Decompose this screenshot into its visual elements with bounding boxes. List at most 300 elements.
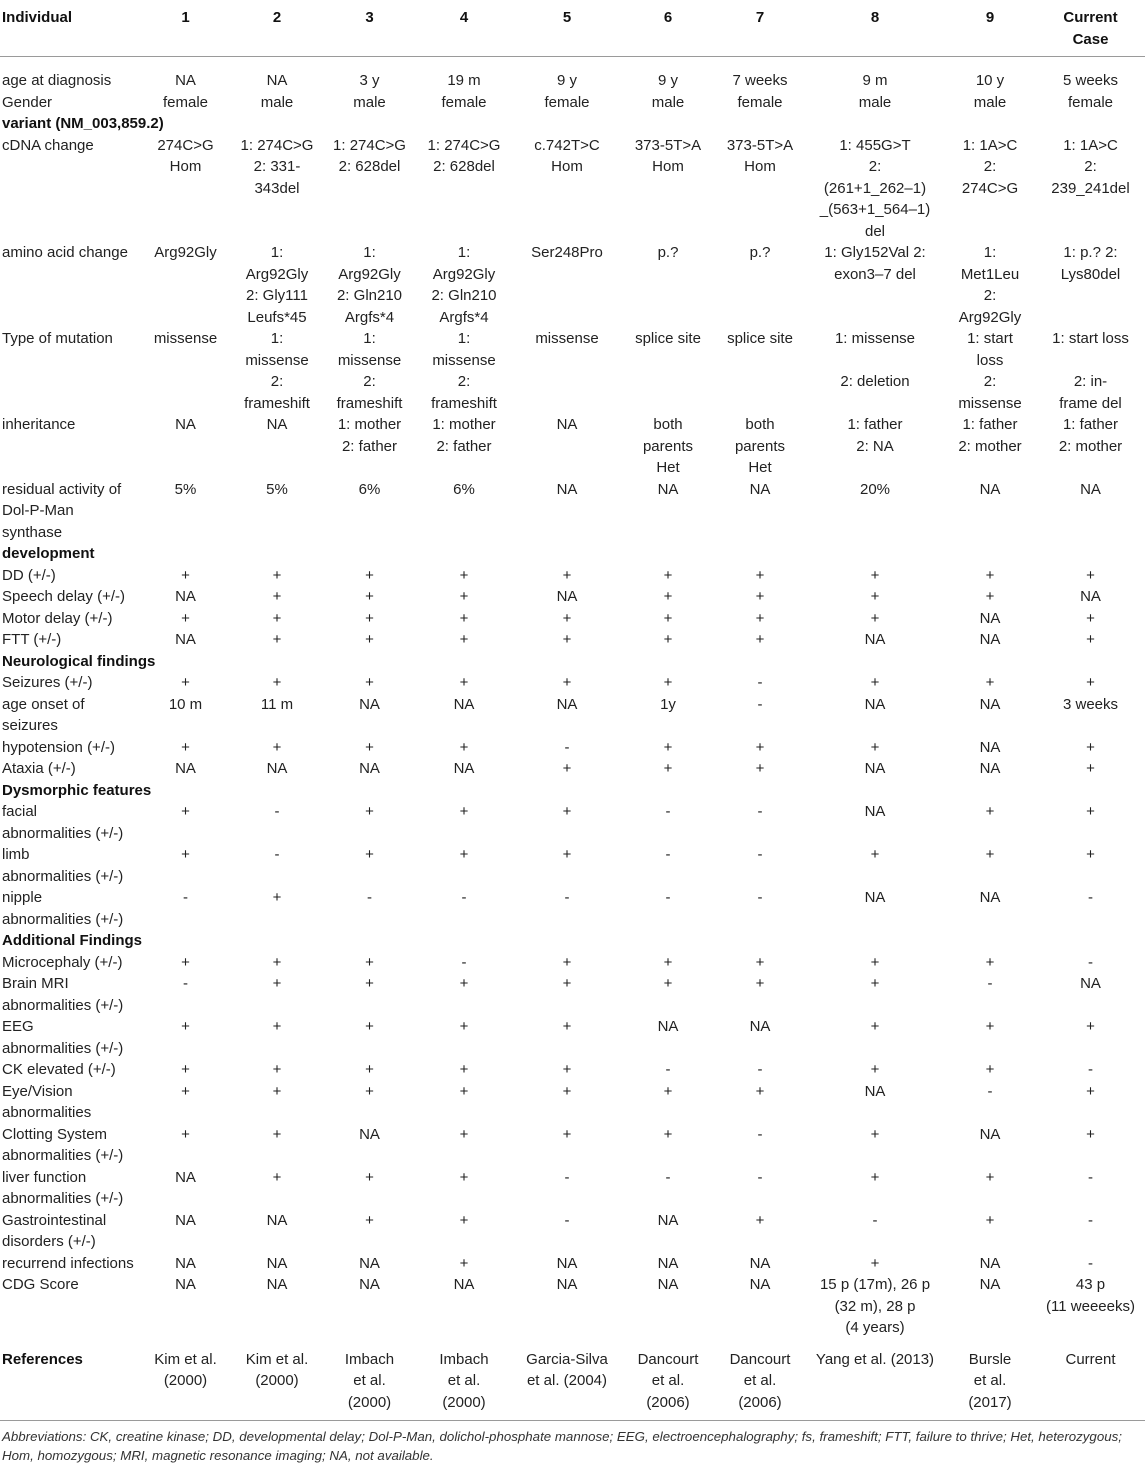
table-cell: + — [181, 1082, 190, 1100]
references-row — [0, 1339, 1145, 1421]
table-row — [0, 629, 1145, 651]
table-cell: - — [183, 975, 188, 992]
table-cell: + — [755, 631, 765, 648]
table-cell: + — [870, 588, 880, 605]
row-label: Type of mutation — [2, 330, 113, 347]
table-cell: + — [1086, 1125, 1095, 1143]
table-cell: + — [1086, 1018, 1095, 1035]
row-label: EEG abnormalities (+/-) — [2, 1018, 124, 1057]
header-col-9: 9 — [944, 0, 1036, 57]
row-label: nipple abnormalities (+/-) — [2, 889, 124, 928]
section-title: Neurological findings — [2, 652, 156, 670]
table-cell: + — [870, 1061, 880, 1078]
row-label: recurrend infections — [2, 1254, 134, 1272]
table-cell: Ser248Pro — [531, 244, 603, 261]
table-cell: NA — [864, 1082, 886, 1100]
table-row — [0, 479, 1145, 544]
header-col-8: 8 — [806, 0, 944, 57]
table-cell: + — [985, 1061, 995, 1078]
table-cell: NA — [359, 1276, 380, 1293]
table-cell: + — [272, 1168, 282, 1186]
table-cell: 1: missense 2: deletion — [834, 330, 916, 390]
table-cell: + — [459, 803, 469, 820]
table-cell: 10 y — [975, 72, 1005, 89]
table-cell: 1: mother 2: father — [337, 416, 402, 455]
row-label: References — [0, 1339, 140, 1421]
table-cell: NA — [175, 588, 196, 605]
table-cell: + — [870, 566, 880, 584]
table-cell: NA — [359, 1254, 380, 1272]
table-cell: + — [755, 566, 765, 584]
table-cell: 1: mother 2: father — [432, 416, 496, 455]
table-cell: NA — [749, 480, 771, 498]
table-cell: + — [985, 1018, 995, 1035]
table-cell: NA — [556, 588, 578, 605]
table-cell: + — [365, 588, 374, 605]
row-label: Motor delay (+/-) — [2, 609, 113, 627]
table-cell: + — [365, 738, 374, 756]
table-cell: + — [663, 631, 673, 648]
table-cell: 7 weeks — [732, 72, 788, 89]
table-cell: + — [459, 631, 469, 648]
table-cell: NA — [979, 889, 1001, 906]
table-cell: NA — [359, 1125, 380, 1143]
table-cell: NA — [556, 695, 578, 713]
table-cell: + — [181, 953, 190, 971]
table-cell: NA — [175, 760, 196, 777]
table-cell: + — [562, 631, 572, 648]
table-cell: NA — [864, 695, 886, 713]
table-cell: + — [181, 738, 190, 756]
table-cell: 1: 1A>C 2: 239_241del — [1051, 136, 1130, 197]
row-label: hypotension (+/-) — [2, 738, 115, 756]
table-cell: + — [663, 760, 673, 777]
table-cell: male — [858, 93, 892, 111]
table-cell: + — [985, 1211, 995, 1229]
table-row — [0, 844, 1145, 887]
table-cell: 5% — [266, 480, 288, 498]
header-col-10: Current Case — [1036, 0, 1145, 57]
table-cell: + — [272, 588, 282, 605]
table-cell: - — [564, 1168, 570, 1186]
table-cell: - — [757, 674, 763, 691]
table-cell: + — [459, 1211, 469, 1229]
table-cell: 3 weeks — [1062, 695, 1119, 713]
table-cell: + — [459, 738, 469, 756]
table-cell: - — [757, 889, 763, 906]
table-cell: 1: Arg92Gly 2: Gln210 Argfs*4 — [336, 244, 403, 326]
table-cell: + — [985, 803, 995, 820]
table-cell: 1: 1A>C 2: 274C>G — [961, 136, 1019, 197]
header-col-2: 2 — [231, 0, 323, 57]
table-cell: - — [1088, 1254, 1093, 1272]
table-cell: 5 weeks — [1062, 72, 1119, 89]
table-cell: + — [562, 1125, 572, 1143]
table-cell: + — [459, 566, 469, 584]
table-row — [0, 952, 1145, 974]
table-cell: 1: Arg92Gly 2: Gly111 Leufs*45 — [245, 244, 309, 326]
table-cell: NA — [556, 1276, 578, 1293]
table-cell: NA — [657, 480, 679, 498]
table-row — [0, 1016, 1145, 1059]
table-cell: NA — [175, 1276, 196, 1293]
table-cell: + — [870, 674, 880, 691]
table-cell: - — [1088, 1211, 1093, 1229]
table-row — [0, 672, 1145, 694]
table-cell: NA — [359, 695, 380, 713]
table-cell: + — [272, 738, 282, 756]
table-cell: c.742T>C Hom — [534, 136, 600, 175]
table-row — [0, 586, 1145, 608]
table-cell: NA — [864, 803, 886, 820]
table-cell: NA — [556, 416, 578, 433]
table-cell: + — [663, 953, 673, 971]
table-cell: Current — [1036, 1339, 1145, 1421]
table-cell: NA — [175, 416, 196, 433]
table-cell: + — [272, 953, 282, 971]
table-cell: male — [260, 93, 294, 111]
table-cell: NA — [749, 1276, 771, 1293]
header-col-6: 6 — [622, 0, 714, 57]
table-cell: NA — [979, 480, 1001, 498]
table-cell: female — [544, 93, 590, 111]
table-row — [0, 801, 1145, 844]
table-cell: 1y — [660, 695, 676, 713]
table-cell: + — [365, 1018, 374, 1035]
table-cell: + — [272, 1018, 282, 1035]
table-cell: Garcia-Silva et al. (2004) — [512, 1339, 622, 1421]
table-cell: 373-5T>A Hom — [726, 136, 794, 175]
table-cell: + — [1086, 760, 1095, 777]
table-cell: + — [755, 1211, 765, 1229]
table-cell: 1: 455G>T 2: (261+1_262–1) _(563+1_564–1) del — [819, 136, 931, 240]
table-cell: Kim et al. (2000) — [140, 1339, 231, 1421]
table-row — [0, 135, 1145, 243]
table-cell: NA — [657, 1254, 679, 1272]
table-cell: + — [459, 1061, 469, 1078]
table-cell: + — [562, 953, 572, 971]
table-row — [0, 973, 1145, 1016]
table-cell: + — [985, 846, 995, 863]
table-cell: 6% — [453, 480, 475, 498]
row-label: liver function abnormalities (+/-) — [2, 1168, 124, 1207]
table-cell: NA — [657, 1018, 679, 1035]
section-row — [0, 930, 1145, 952]
table-cell: + — [562, 1061, 572, 1078]
table-cell: NA — [749, 1254, 771, 1272]
table-cell: + — [985, 674, 995, 691]
table-cell: - — [1088, 889, 1093, 906]
table-cell: NA — [657, 1276, 679, 1293]
table-cell: - — [757, 846, 763, 863]
table-cell: + — [181, 1125, 190, 1143]
header-row — [0, 0, 1145, 57]
table-cell: + — [663, 1082, 673, 1100]
table-row — [0, 737, 1145, 759]
table-cell: + — [365, 803, 374, 820]
table-cell: + — [663, 738, 673, 756]
table-cell: + — [755, 760, 765, 777]
table-cell: NA — [1080, 975, 1101, 992]
table-cell: - — [183, 889, 188, 906]
table-cell: 19 m — [447, 72, 481, 89]
table-cell: - — [665, 803, 671, 820]
table-cell: + — [365, 953, 374, 971]
table-cell: NA — [175, 1211, 196, 1229]
table-cell: 43 p (11 weeeeks) — [1046, 1276, 1135, 1315]
table-cell: - — [461, 889, 467, 906]
table-cell: 3 y — [359, 72, 380, 89]
table-cell: splice site — [727, 330, 793, 347]
table-cell: Dancourt et al. (2006) — [622, 1339, 714, 1421]
header-col-7: 7 — [714, 0, 806, 57]
table-cell: + — [459, 975, 469, 992]
table-cell: - — [564, 889, 570, 906]
table-cell: + — [663, 609, 673, 627]
table-cell: 1: Gly152Val 2: exon3–7 del — [824, 244, 926, 283]
table-cell: splice site — [635, 330, 701, 347]
table-cell: + — [755, 975, 765, 992]
table-cell: + — [870, 1018, 880, 1035]
table-cell: - — [564, 1211, 570, 1229]
table-cell: + — [985, 566, 995, 584]
table-cell: 1: 274C>G 2: 628del — [333, 136, 406, 175]
table-cell: + — [459, 1125, 469, 1143]
table-cell: - — [665, 846, 671, 863]
table-cell: + — [870, 1125, 880, 1143]
table-cell: + — [755, 738, 765, 756]
row-label: residual activity of Dol-P-Man synthase — [2, 480, 122, 541]
header-individual: Individual — [0, 0, 140, 57]
table-cell: - — [274, 803, 280, 820]
table-cell: + — [1086, 846, 1095, 863]
table-row — [0, 1124, 1145, 1167]
table-cell: 1: p.? 2: Lys80del — [1060, 244, 1121, 283]
table-cell: + — [272, 1082, 282, 1100]
table-cell: 274C>G Hom — [157, 136, 214, 175]
table-cell: NA — [266, 72, 288, 89]
table-cell: - — [461, 953, 467, 971]
table-cell: 1: start loss 2: in- frame del — [1052, 330, 1129, 412]
table-cell: + — [365, 1061, 374, 1078]
table-cell: NA — [453, 760, 475, 777]
table-cell: - — [367, 889, 372, 906]
table-cell: female — [737, 93, 783, 111]
table-cell: + — [365, 846, 374, 863]
table-cell: + — [1086, 609, 1095, 627]
table-cell: NA — [453, 1276, 475, 1293]
table-cell: + — [562, 566, 572, 584]
table-cell: + — [870, 738, 880, 756]
table-cell: + — [459, 1168, 469, 1186]
table-cell: 1: 274C>G 2: 628del — [427, 136, 501, 175]
table-cell: - — [564, 738, 570, 756]
row-label: DD (+/-) — [2, 566, 56, 584]
table-cell: + — [870, 1168, 880, 1186]
table-cell: + — [272, 609, 282, 627]
table-cell: - — [1088, 1061, 1093, 1078]
row-label: Brain MRI abnormalities (+/-) — [2, 975, 124, 1014]
table-cell: NA — [657, 1211, 679, 1229]
table-cell: Dancourt et al. (2006) — [714, 1339, 806, 1421]
table-cell: + — [459, 588, 469, 605]
table-cell: NA — [979, 760, 1001, 777]
header-col-4: 4 — [416, 0, 512, 57]
table-row — [0, 242, 1145, 328]
table-cell: Kim et al. (2000) — [231, 1339, 323, 1421]
table-cell: - — [665, 1168, 671, 1186]
table-cell: + — [181, 1018, 190, 1035]
table-row — [0, 1167, 1145, 1210]
table-cell: NA — [175, 631, 196, 648]
table-cell: + — [365, 609, 374, 627]
table-cell: + — [1086, 566, 1095, 584]
table-cell: + — [181, 674, 190, 691]
table-cell: + — [459, 1254, 469, 1272]
table-cell: + — [1086, 803, 1095, 820]
table-cell: - — [665, 1061, 671, 1078]
table-cell: + — [1086, 1082, 1095, 1100]
table-cell: + — [562, 1082, 572, 1100]
table-cell: NA — [749, 1018, 771, 1035]
table-cell: 1: missense 2: frameshift — [336, 330, 403, 412]
header-col-5: 5 — [512, 0, 622, 57]
table-row — [0, 887, 1145, 930]
section-title: Dysmorphic features — [2, 781, 152, 799]
table-cell: NA — [979, 738, 1001, 756]
table-cell: NA — [864, 760, 886, 777]
table-cell: + — [985, 1168, 995, 1186]
table-cell: 15 p (17m), 26 p (32 m), 28 p (4 years) — [819, 1276, 931, 1336]
row-label: limb abnormalities (+/-) — [2, 846, 124, 885]
table-cell: 1: Met1Leu 2: Arg92Gly — [958, 244, 1022, 326]
table-cell: NA — [979, 1276, 1001, 1293]
table-cell: 1: Arg92Gly 2: Gln210 Argfs*4 — [431, 244, 497, 326]
table-cell: NA — [175, 72, 196, 89]
table-cell: - — [987, 975, 993, 992]
table-cell: NA — [175, 1254, 196, 1272]
table-cell: + — [562, 975, 572, 992]
section-title: variant (NM_003,859.2) — [2, 115, 164, 132]
section-title: Additional Findings — [2, 932, 142, 949]
table-cell: male — [973, 93, 1007, 111]
table-cell: + — [870, 975, 880, 992]
table-cell: + — [870, 846, 880, 863]
table-row — [0, 694, 1145, 737]
row-label: cDNA change — [2, 136, 94, 154]
table-cell: female — [162, 93, 209, 111]
table-row — [0, 1059, 1145, 1081]
table-cell: + — [870, 953, 880, 971]
table-cell: + — [562, 674, 572, 691]
table-cell: + — [365, 1082, 374, 1100]
section-row — [0, 780, 1145, 802]
table-cell: + — [459, 674, 469, 691]
row-label: Gastrointestinal disorders (+/-) — [2, 1211, 107, 1250]
row-label: FTT (+/-) — [2, 631, 62, 648]
table-row — [0, 92, 1145, 114]
table-cell: - — [757, 1168, 763, 1186]
table-cell: NA — [266, 416, 288, 433]
table-header — [0, 0, 1145, 57]
table-cell: + — [562, 609, 572, 627]
table-cell: - — [757, 803, 763, 820]
row-label: Ataxia (+/-) — [2, 760, 76, 777]
table-cell: missense — [153, 330, 218, 347]
table-cell: 9 y — [556, 72, 577, 89]
table-row — [0, 565, 1145, 587]
table-cell: + — [459, 1018, 469, 1035]
table-cell: 1: father 2: NA — [847, 416, 903, 455]
row-label: Eye/Vision abnormalities — [2, 1082, 92, 1121]
table-cell: 1: father 2: mother — [1058, 416, 1123, 455]
table-cell: + — [272, 889, 282, 906]
row-label: age at diagnosis — [2, 72, 112, 89]
table-cell: + — [459, 609, 469, 627]
row-label: amino acid change — [2, 244, 128, 261]
table-footnote: Abbreviations: CK, creatine kinase; DD, developmental delay; Dol-P-Man, dolichol-phosphate mannose; EEG, electroencephalography; fs, frameshift; FTT, failure to thrive; Het, heterozygous; Hom, homozygous; MRI, magnetic resonance imaging; NA, not available. — [2, 1429, 1122, 1463]
table-cell: + — [365, 975, 374, 992]
table-cell: + — [1086, 738, 1095, 756]
table-cell: + — [663, 588, 673, 605]
table-cell: - — [274, 846, 280, 863]
table-cell: + — [1086, 674, 1095, 691]
table-cell: + — [562, 760, 572, 777]
table-cell: Imbach et al. (2000) — [323, 1339, 416, 1421]
table-cell: p.? — [657, 244, 679, 261]
table-cell: + — [181, 803, 190, 820]
table-cell: + — [755, 588, 765, 605]
table-cell: 11 m — [260, 695, 294, 713]
row-label: Clotting System abnormalities (+/-) — [2, 1125, 124, 1164]
table-cell: + — [365, 1211, 374, 1229]
table-cell: + — [272, 975, 282, 992]
table-cell: + — [181, 609, 190, 627]
table-cell: - — [1088, 1168, 1093, 1186]
table-row — [0, 758, 1145, 780]
table-cell: NA — [266, 760, 288, 777]
table-cell: male — [353, 93, 386, 111]
table-cell: 373-5T>A Hom — [634, 136, 702, 175]
table-cell: + — [755, 609, 765, 627]
table-cell: + — [870, 1254, 880, 1272]
table-cell: NA — [864, 631, 886, 648]
table-cell: NA — [359, 760, 380, 777]
section-row — [0, 113, 1145, 135]
table-row — [0, 57, 1145, 92]
row-label: Gender — [2, 93, 53, 111]
table-cell: - — [757, 1125, 763, 1143]
table-cell: + — [459, 846, 469, 863]
table-cell: NA — [979, 609, 1001, 627]
table-cell: 9 y — [657, 72, 678, 89]
row-label: Speech delay (+/-) — [2, 588, 125, 605]
table-cell: + — [365, 566, 374, 584]
table-row — [0, 1274, 1145, 1339]
table-cell: Yang et al. (2013) — [806, 1339, 944, 1421]
table-cell: 20% — [859, 480, 891, 498]
table-cell: NA — [864, 889, 886, 906]
table-cell: NA — [1080, 480, 1101, 498]
row-label: Seizures (+/-) — [2, 674, 93, 691]
table-cell: both parents Het — [734, 416, 786, 476]
row-label: inheritance — [2, 416, 76, 433]
table-cell: 1: missense 2: frameshift — [244, 330, 310, 412]
table-cell: 5% — [174, 480, 197, 498]
table-cell: - — [757, 1061, 763, 1078]
table-row — [0, 1210, 1145, 1253]
table-cell: Bursle et al. (2017) — [944, 1339, 1036, 1421]
